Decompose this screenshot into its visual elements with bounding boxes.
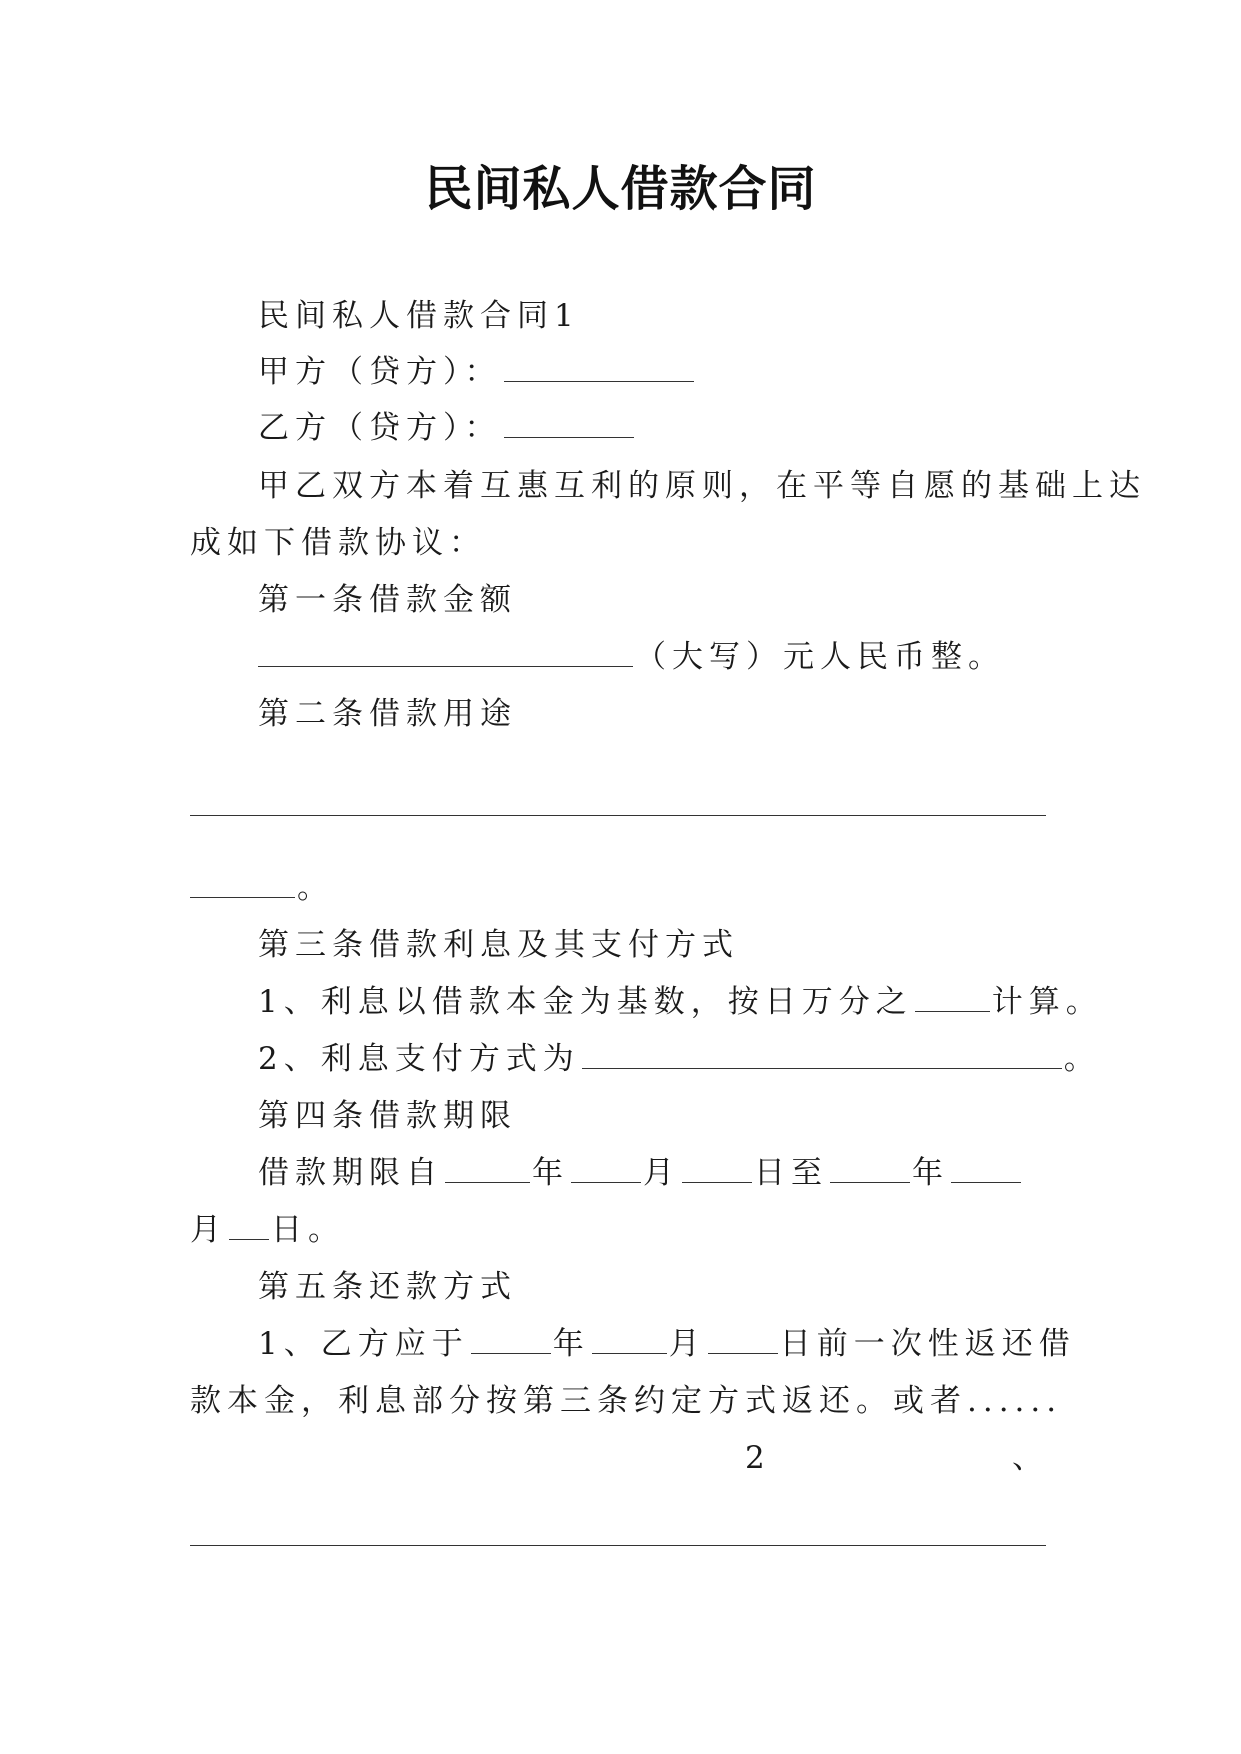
end-year-blank — [830, 1156, 910, 1183]
loan-amount-line — [258, 637, 1005, 677]
repayment-line-1 — [258, 1324, 1076, 1364]
party-b-line — [258, 408, 636, 448]
loan-term-from: 借款期限自 — [258, 1155, 443, 1191]
loan-term-line-2 — [190, 1210, 345, 1250]
repay-year-label: 年 — [552, 1326, 590, 1362]
loan-term-line-1 — [258, 1153, 1023, 1193]
article-2-heading: 第二条借款用途 — [258, 696, 517, 732]
end-month-blank — [951, 1156, 1021, 1183]
interest-payment-text: 2、利息支付方式为 — [258, 1041, 580, 1077]
repay-day-blank — [708, 1327, 778, 1354]
start-day-to-label: 日至 — [754, 1155, 828, 1191]
start-year-blank — [445, 1156, 530, 1183]
repay-day-label: 日前一次性返还借 — [779, 1326, 1076, 1362]
article-3-heading: 第三条借款利息及其支付方式 — [258, 927, 739, 963]
repayment-rule — [190, 1545, 1046, 1546]
interest-payment-line — [258, 1039, 1101, 1079]
interest-payment-end: 。 — [1063, 1041, 1101, 1077]
end-day-label: 日。 — [271, 1212, 345, 1248]
interest-rate-line — [258, 982, 1103, 1022]
loan-purpose-line-2 — [190, 868, 334, 908]
party-b-blank — [504, 411, 634, 438]
party-b-label: 乙方（贷方）： — [258, 410, 502, 446]
article-5-heading: 第五条还款方式 — [258, 1269, 517, 1305]
repay-year-blank — [471, 1327, 551, 1354]
start-year-label: 年 — [532, 1155, 569, 1191]
item-number: 2 — [745, 1440, 765, 1476]
loan-purpose-end: 。 — [297, 870, 334, 906]
start-day-blank — [682, 1156, 752, 1183]
party-a-label: 甲方（贷方）： — [258, 354, 502, 390]
start-month-label: 月 — [643, 1155, 680, 1191]
interest-rate-text: 1、利息以借款本金为基数，按日万分之 — [258, 984, 913, 1020]
interest-rate-blank — [915, 985, 990, 1012]
party-a-line — [258, 352, 696, 392]
interest-payment-blank — [582, 1042, 1062, 1069]
agreement-intro-line-2: 成如下借款协议： — [190, 525, 486, 561]
start-month-blank — [571, 1156, 641, 1183]
repay-month-blank — [592, 1327, 667, 1354]
end-month-label: 月 — [190, 1212, 227, 1248]
loan-amount-text: （大写）元人民币整。 — [635, 639, 1005, 675]
repayment-line-2: 款本金，利息部分按第三条约定方式返还。或者...... — [190, 1383, 1063, 1419]
loan-amount-blank — [258, 640, 633, 667]
contract-subtitle: 民间私人借款合同1 — [258, 298, 580, 334]
interest-rate-suffix: 计算。 — [991, 984, 1103, 1020]
end-day-blank — [229, 1213, 269, 1240]
document-title: 民间私人借款合同 — [424, 161, 817, 217]
party-a-blank — [504, 355, 694, 382]
loan-purpose-blank-2 — [190, 871, 295, 898]
repay-month-label: 月 — [668, 1326, 706, 1362]
end-year-label: 年 — [912, 1155, 949, 1191]
article-1-heading: 第一条借款金额 — [258, 582, 517, 618]
loan-purpose-rule-1 — [190, 815, 1046, 816]
repayment-text: 1、乙方应于 — [258, 1326, 469, 1362]
agreement-intro-line-1: 甲乙双方本着互惠互利的原则，在平等自愿的基础上达 — [258, 468, 1146, 504]
article-4-heading: 第四条借款期限 — [258, 1098, 517, 1134]
item-separator: 、 — [1012, 1440, 1043, 1476]
